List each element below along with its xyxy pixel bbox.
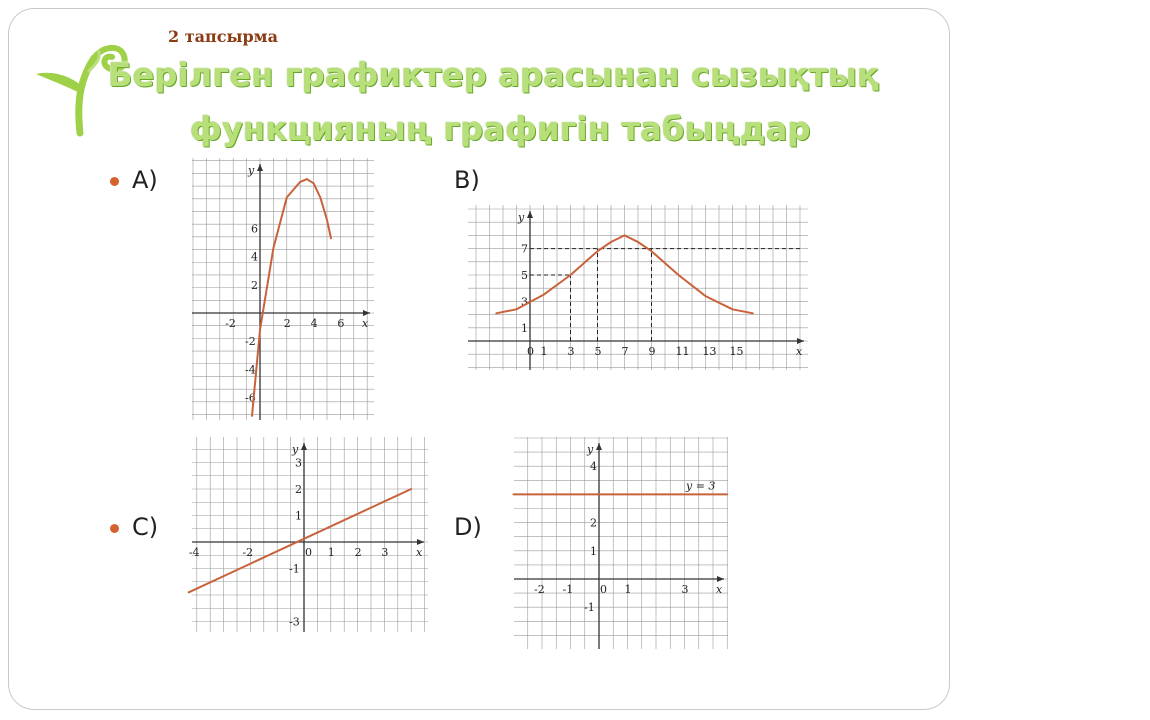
x-tick-label: 3 bbox=[681, 583, 689, 596]
series-line-C bbox=[189, 489, 411, 592]
x-tick-label: 3 bbox=[381, 546, 389, 559]
option-c-label: C) bbox=[132, 513, 159, 541]
graph-c bbox=[188, 437, 428, 632]
x-tick-label: 9 bbox=[648, 345, 656, 358]
y-arrow bbox=[527, 211, 533, 218]
y-tick-label: 6 bbox=[251, 222, 258, 236]
x-tick-label: 5 bbox=[594, 345, 602, 358]
x-axis-label: x bbox=[362, 317, 369, 330]
y-tick-label: 1 bbox=[521, 321, 528, 335]
graph-d bbox=[514, 437, 728, 649]
grid-D bbox=[514, 437, 728, 649]
grid-C bbox=[192, 437, 428, 632]
task-number: 2 тапсырма bbox=[168, 27, 278, 46]
x-tick-label: 3 bbox=[567, 345, 575, 358]
x-axis-label: x bbox=[416, 546, 423, 559]
title-line-1: Берілген графиктер арасынан сызықтық bbox=[108, 56, 879, 94]
y-tick-label: -4 bbox=[245, 363, 256, 377]
option-a-label: A) bbox=[132, 166, 158, 194]
y-tick-label: -2 bbox=[245, 335, 256, 349]
y-arrow bbox=[301, 443, 307, 450]
x-tick-label: 11 bbox=[675, 345, 690, 358]
title-line-2: функцияның графигін табыңдар bbox=[190, 110, 811, 148]
y-tick-label: 2 bbox=[590, 516, 597, 530]
y-tick-label: 3 bbox=[521, 295, 528, 309]
bullet-c bbox=[110, 524, 119, 533]
x-tick-label: 0 bbox=[527, 345, 534, 358]
y-arrow bbox=[596, 443, 602, 450]
y-tick-label: 1 bbox=[295, 509, 302, 523]
y-tick-label: 2 bbox=[295, 483, 302, 496]
y-tick-label: -1 bbox=[584, 601, 595, 615]
y-tick-label: -3 bbox=[289, 615, 300, 629]
x-tick-label: 2 bbox=[354, 546, 362, 559]
x-tick-label: 0 bbox=[305, 546, 312, 559]
x-tick-label: 4 bbox=[310, 317, 318, 330]
x-tick-label: 7 bbox=[621, 345, 629, 358]
x-tick-label: -1 bbox=[562, 583, 574, 596]
y-tick-label: 4 bbox=[590, 460, 597, 474]
grid-A bbox=[192, 158, 374, 420]
x-tick-label: -2 bbox=[225, 317, 236, 330]
x-tick-label: 2 bbox=[283, 317, 291, 330]
y-tick-label: 1 bbox=[590, 544, 597, 558]
x-axis-label: x bbox=[716, 583, 723, 596]
x-arrow bbox=[717, 576, 724, 582]
x-tick-label: 15 bbox=[729, 345, 744, 358]
x-tick-label: -2 bbox=[534, 583, 545, 596]
option-b-label: B) bbox=[454, 166, 480, 194]
y-tick-label: 7 bbox=[521, 242, 528, 256]
grid-B bbox=[468, 205, 808, 370]
option-d-label: D) bbox=[454, 513, 482, 541]
x-arrow bbox=[417, 539, 424, 545]
y-arrow bbox=[257, 164, 263, 171]
x-axis-label: x bbox=[796, 345, 803, 358]
line-annotation: y = 3 bbox=[686, 479, 716, 493]
series-line-A bbox=[252, 179, 331, 416]
x-tick-label: -2 bbox=[242, 546, 254, 559]
x-tick-label: 1 bbox=[327, 546, 335, 559]
y-tick-label: 4 bbox=[251, 250, 258, 264]
y-axis-label: y bbox=[518, 211, 525, 224]
x-tick-label: 6 bbox=[337, 317, 345, 330]
bullet-a bbox=[110, 177, 119, 186]
y-axis-label: y bbox=[248, 164, 255, 177]
x-tick-label: 13 bbox=[702, 345, 717, 358]
y-tick-label: 5 bbox=[521, 269, 528, 282]
y-tick-label: -6 bbox=[245, 391, 256, 405]
y-axis-label: y bbox=[587, 443, 594, 456]
y-tick-label: -1 bbox=[289, 562, 300, 576]
x-tick-label: -4 bbox=[188, 546, 200, 559]
graph-a bbox=[192, 158, 374, 420]
y-tick-label: 2 bbox=[251, 278, 258, 292]
x-arrow bbox=[797, 338, 804, 344]
graph-b bbox=[468, 205, 808, 370]
x-arrow bbox=[363, 310, 370, 316]
y-tick-label: 3 bbox=[295, 456, 302, 470]
x-tick-label: 1 bbox=[540, 345, 548, 358]
x-tick-label: 0 bbox=[600, 583, 607, 596]
x-tick-label: 1 bbox=[624, 583, 632, 596]
y-axis-label: y bbox=[292, 443, 299, 456]
